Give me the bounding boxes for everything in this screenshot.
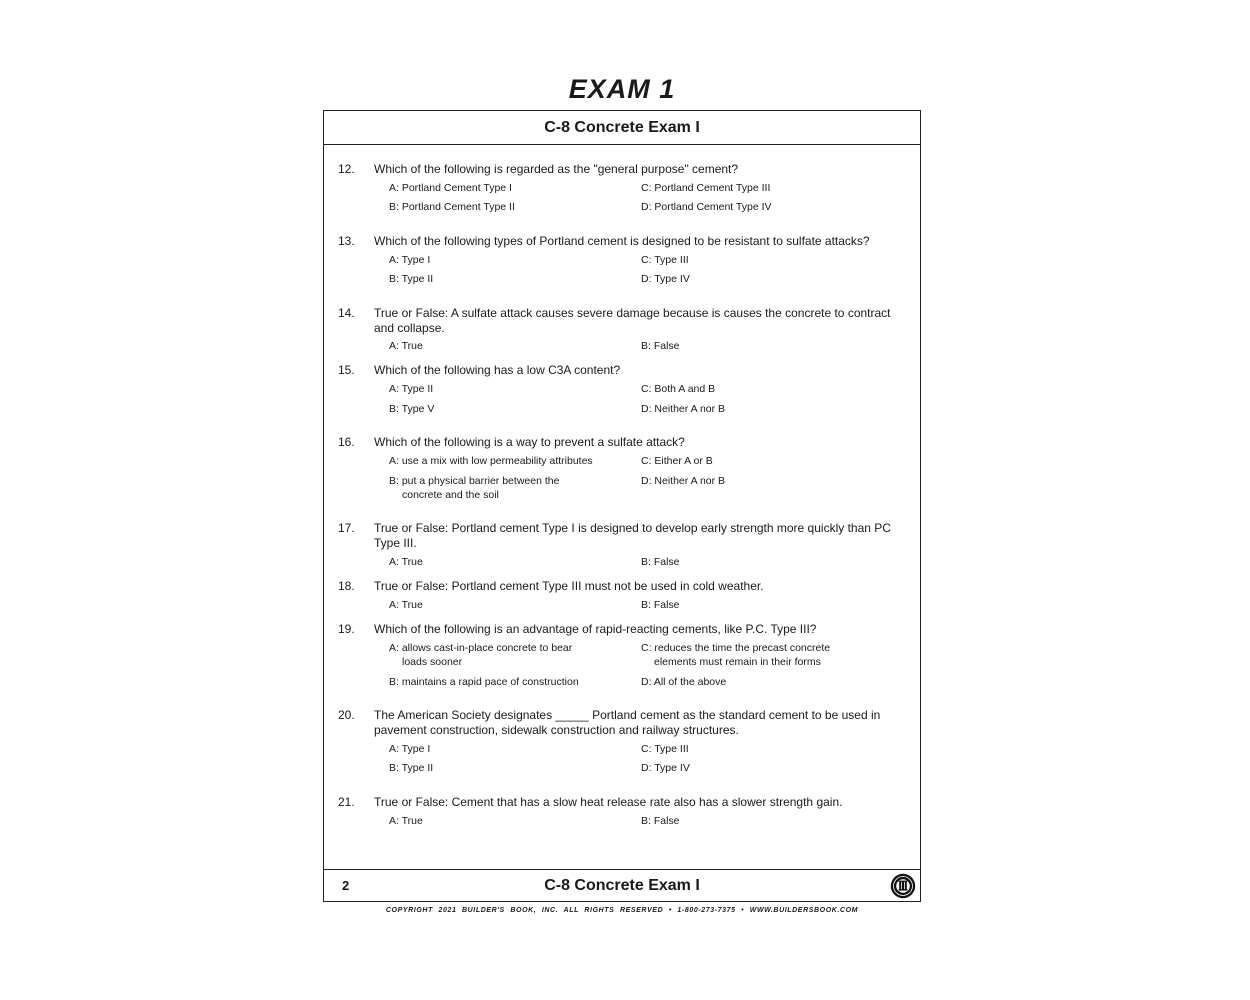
copyright-notice: COPYRIGHT 2021 BUILDER'S BOOK, INC. ALL RIGHTS RESERVED • 1-800-273-7375 • WWW.BUILDERSBOOK.COM	[385, 907, 859, 914]
option-c: C: Type III	[641, 743, 689, 755]
option-b: B: False	[641, 599, 680, 611]
option-b: B: Portland Cement Type II	[389, 201, 515, 213]
option-a: A: True	[389, 815, 423, 827]
option-b-line-1: B: put a physical barrier between the	[389, 475, 560, 487]
option-a: A: True	[389, 599, 423, 611]
option-b: B: False	[641, 815, 680, 827]
question-number: 14.	[338, 306, 355, 320]
question-number: 20.	[338, 708, 355, 722]
option-a-line-1: A: allows cast-in-place concrete to bear	[389, 642, 573, 654]
exam-page-frame	[323, 110, 921, 902]
question-text: True or False: Cement that has a slow heat release rate also has a slower strength gain.	[374, 795, 843, 809]
option-a: A: True	[389, 556, 423, 568]
question-text: The American Society designates _____ Portland cement as the standard cement to be used in pavement construction, sidewalk construction and railway structures.	[374, 708, 881, 737]
option-b	[389, 474, 609, 502]
option-c: C: Type III	[641, 254, 689, 266]
option-c-line-1: C: reduces the time the precast concrete	[641, 642, 831, 654]
question-text: Which of the following has a low C3A content?	[374, 363, 621, 377]
option-a: A: Type I	[389, 254, 431, 266]
option-b: B: Type II	[389, 762, 434, 774]
option-a: A: Type II	[389, 383, 434, 395]
option-b: B: maintains a rapid pace of construction	[389, 676, 579, 688]
question-text: Which of the following types of Portland cement is designed to be resistant to sulfate attacks?	[374, 234, 870, 248]
option-d: D: Neither A nor B	[641, 475, 726, 487]
exam-title: EXAM 1	[568, 74, 676, 104]
question-text: Which of the following is regarded as the "general purpose" cement?	[374, 162, 739, 176]
question-number: 16.	[338, 435, 355, 449]
option-c	[641, 641, 861, 669]
page-number: 2	[342, 878, 350, 893]
question-number: 12.	[338, 162, 355, 176]
option-c-line-2: elements must remain in their forms	[654, 656, 821, 668]
footer-title: C-8 Concrete Exam I	[544, 877, 700, 894]
page-footer	[324, 869, 920, 902]
question-number: 21.	[338, 795, 355, 809]
page-header-title: C-8 Concrete Exam I	[324, 111, 920, 145]
option-a: A: Portland Cement Type I	[389, 182, 512, 194]
option-a: A: True	[389, 340, 423, 352]
option-d: D: Type IV	[641, 762, 690, 774]
option-c: C: Either A or B	[641, 455, 713, 467]
builders-book-seal-icon	[890, 873, 916, 899]
option-b: B: Type II	[389, 273, 434, 285]
question-text: True or False: A sulfate attack causes severe damage because is causes the concrete to contract and collapse.	[374, 306, 891, 335]
question-number: 19.	[338, 622, 355, 636]
question-text: True or False: Portland cement Type III must not be used in cold weather.	[374, 579, 764, 593]
option-d: D: Portland Cement Type IV	[641, 201, 772, 213]
option-a: A: use a mix with low permeability attributes	[389, 455, 593, 467]
option-c: C: Portland Cement Type III	[641, 182, 771, 194]
option-b: B: False	[641, 340, 680, 352]
option-a: A: Type I	[389, 743, 431, 755]
question-text: Which of the following is a way to prevent a sulfate attack?	[374, 435, 685, 449]
option-a-line-2: loads sooner	[402, 656, 463, 668]
question-number: 13.	[338, 234, 355, 248]
option-c: C: Both A and B	[641, 383, 716, 395]
option-b: B: Type V	[389, 403, 435, 415]
question-text: True or False: Portland cement Type I is designed to develop early strength more quickly than PC Type III.	[374, 521, 891, 550]
question-number: 18.	[338, 579, 355, 593]
question-number: 15.	[338, 363, 355, 377]
question-text: Which of the following is an advantage of rapid-reacting cements, like P.C. Type III?	[374, 622, 817, 636]
option-d: D: All of the above	[641, 676, 727, 688]
option-d: D: Type IV	[641, 273, 690, 285]
option-b-line-2: concrete and the soil	[402, 489, 499, 501]
question-number: 17.	[338, 521, 355, 535]
option-d: D: Neither A nor B	[641, 403, 726, 415]
option-a	[389, 641, 609, 669]
option-b: B: False	[641, 556, 680, 568]
